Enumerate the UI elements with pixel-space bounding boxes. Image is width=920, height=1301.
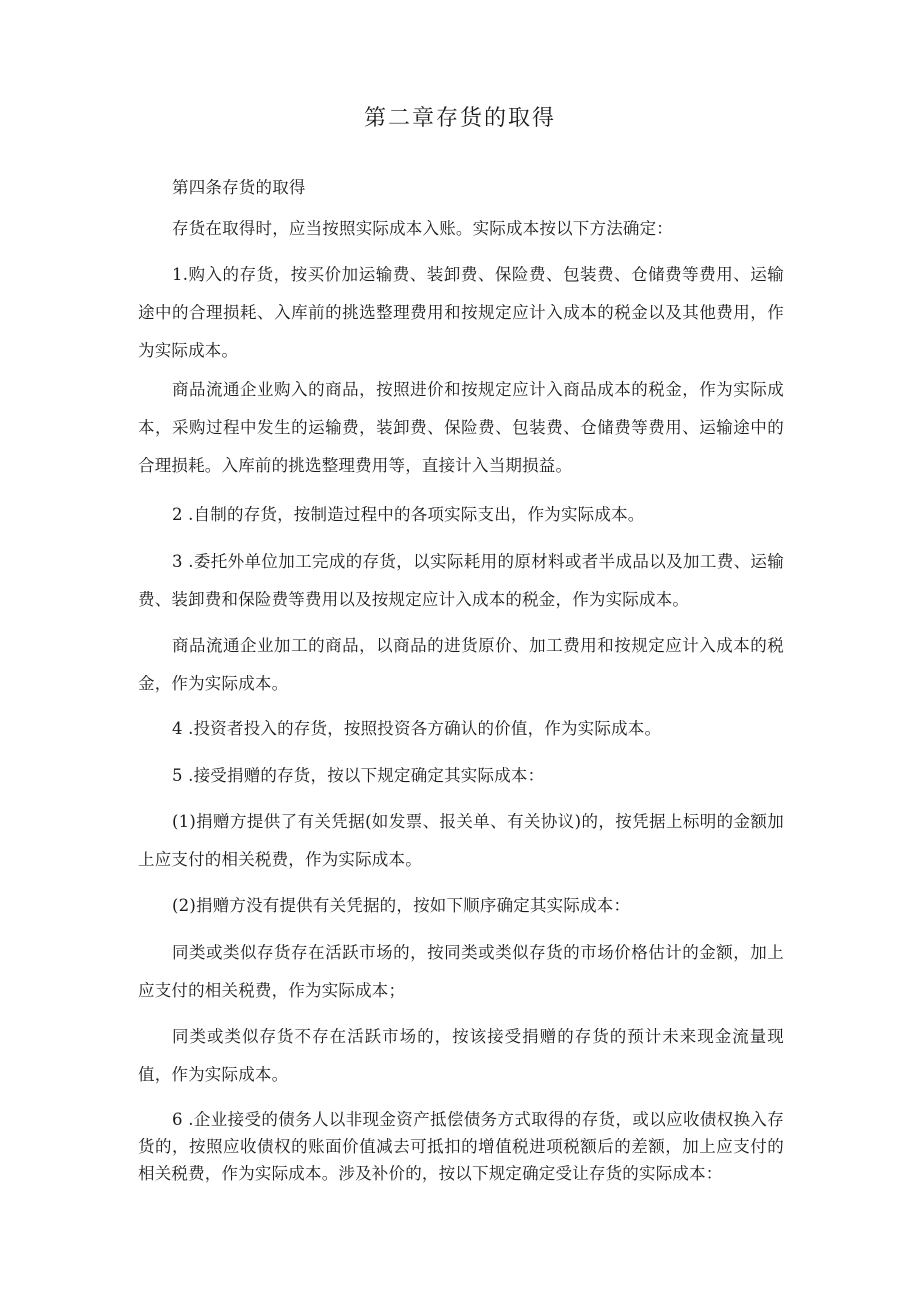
paragraph-item-5: 5 .接受捐赠的存货，按以下规定确定其实际成本： xyxy=(172,766,545,785)
paragraph-item-5-2: (2)捐赠方没有提供有关凭据的，按如下顺序确定其实际成本： xyxy=(172,896,631,915)
paragraph-item-2: 2 .自制的存货，按制造过程中的各项实际支出，作为实际成本。 xyxy=(172,505,645,524)
paragraph-item-5-1: (1)捐赠方提供了有关凭据(如发票、报关单、有关协议)的，按凭据上标明的金额加上应支付的相关税费，作为实际成本。 xyxy=(138,812,784,869)
paragraph-item-5-2-b: 同类或类似存货不存在活跃市场的，按该接受捐赠的存货的预计未来现金流量现值，作为实际成本。 xyxy=(138,1027,784,1084)
paragraph-item-4: 4 .投资者投入的存货，按照投资各方确认的价值，作为实际成本。 xyxy=(172,719,662,738)
paragraph-item-1: 1.购入的存货，按买价加运输费、装卸费、保险费、包装费、仓储费等费用、运输途中的合理损耗、入库前的挑选整理费用和按规定应计入成本的税金以及其他费用，作为实际成本。 xyxy=(138,265,784,360)
paragraph-intro: 存货在取得时，应当按照实际成本入账。实际成本按以下方法确定： xyxy=(172,219,673,238)
paragraph-item-1-note: 商品流通企业购入的商品，按照进价和按规定应计入商品成本的税金，作为实际成本，采购过程中发生的运输费，装卸费、保险费、包装费、仓储费等费用、运输途中的合理损耗。入库前的挑选整理费用等，直接计入当期损益。 xyxy=(138,380,784,475)
paragraph-item-3: 3 .委托外单位加工完成的存货，以实际耗用的原材料或者半成品以及加工费、运输费、装卸费和保险费等费用以及按规定应计入成本的税金，作为实际成本。 xyxy=(138,552,784,609)
chapter-title: 第二章存货的取得 xyxy=(363,106,556,131)
paragraph-item-6: 6 .企业接受的债务人以非现金资产抵偿债务方式取得的存货，或以应收债权换入存货的，按照应收债权的账面价值减去可抵扣的增值税进项税额后的差额，加上应支付的相关税费，作为实际成本。涉及补价的，按以下规定确定受让存货的实际成本： xyxy=(138,1110,784,1183)
paragraph-item-3-note: 商品流通企业加工的商品，以商品的进货原价、加工费用和按规定应计入成本的税金，作为实际成本。 xyxy=(138,636,784,693)
paragraph-item-5-2-a: 同类或类似存货存在活跃市场的，按同类或类似存货的市场价格估计的金额，加上应支付的相关税费，作为实际成本； xyxy=(138,943,784,1000)
article-heading: 第四条存货的取得 xyxy=(172,178,306,197)
